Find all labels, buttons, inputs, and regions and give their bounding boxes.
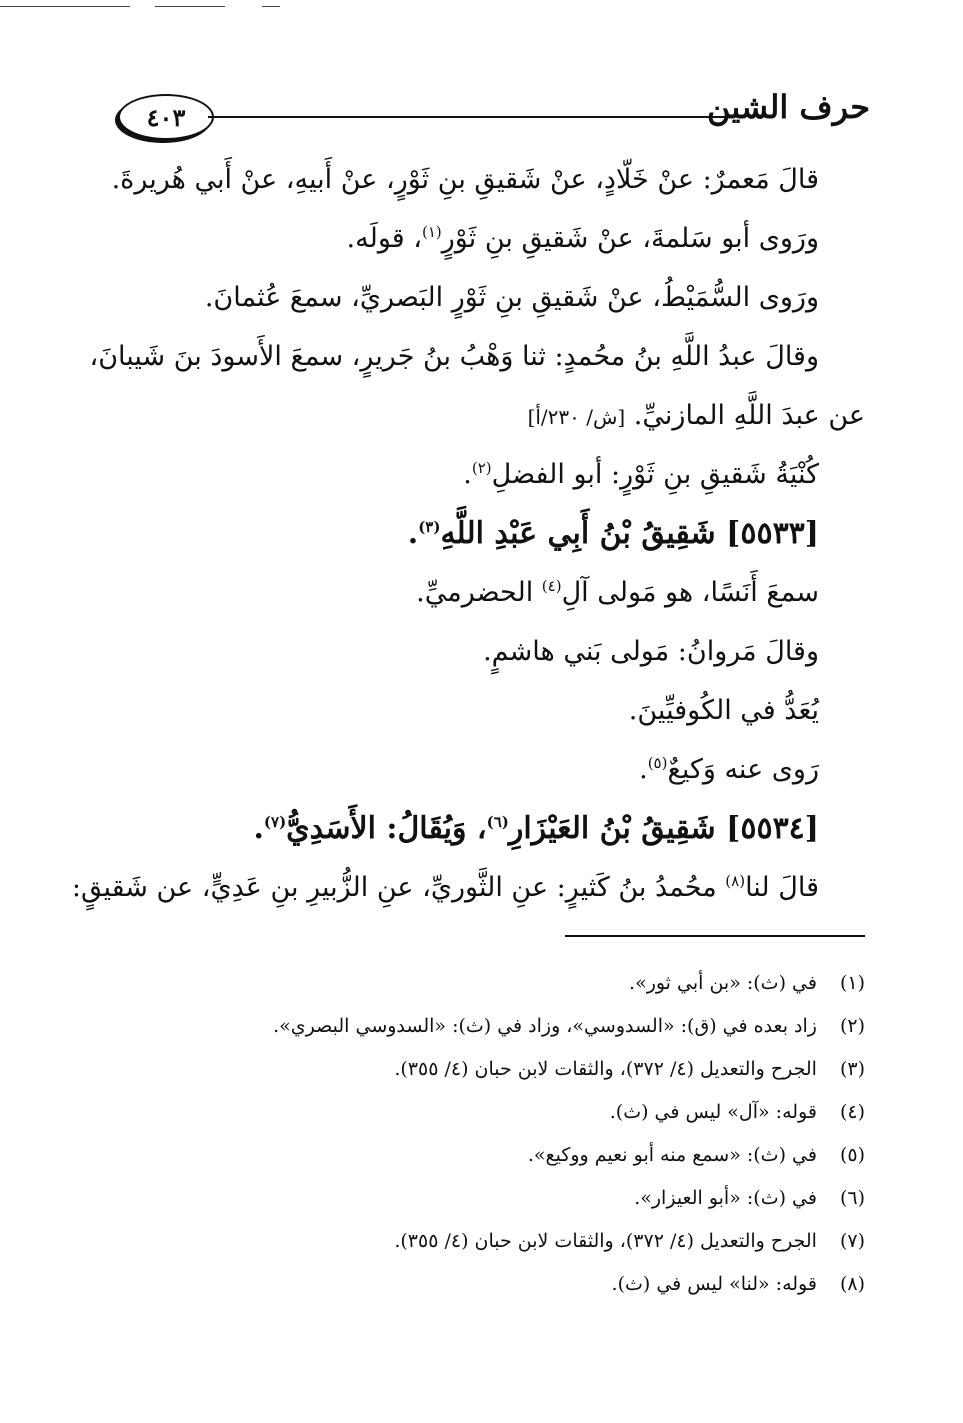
text-segment: ، قولَه. [346, 223, 422, 254]
header-rule [208, 116, 735, 118]
text-segment: سمعَ أَنَسًا، هو مَولى آلِ [561, 577, 819, 608]
text-segment: قالَ مَعمرٌ: عنْ خَلّادٍ، عنْ شَقيقِ بنِ ثَوْرٍ، عنْ أَبيهِ، عنْ أَبي هُريرةَ. [111, 164, 819, 195]
text-segment: ورَوى أبو سَلمةَ، عنْ شَقيقِ بنِ ثَوْرٍ [441, 223, 819, 254]
footnote-number: (٨) [839, 1273, 865, 1295]
footnote-marker[interactable]: (٢) [471, 459, 492, 477]
text-segment: . [407, 516, 419, 551]
footnote-text: في (ث): «أبو العيزار». [634, 1187, 817, 1209]
text-segment: . [463, 459, 472, 490]
footnote [100, 962, 865, 1005]
page-number: ٤٠٣ [146, 102, 186, 132]
footnote-number: (٧) [839, 1230, 865, 1252]
footnote-divider [565, 935, 865, 937]
text-segment: وقالَ عبدُ اللَّهِ بنُ محُمدٍ: ثنا وَهْبُ بنُ جَريرٍ، سمعَ الأَسودَ بنَ شَيبانَ، [89, 341, 819, 372]
footnote-number: (١) [839, 972, 865, 994]
text-segment: كُنْيَةُ شَقيقِ بنِ ثَوْرٍ: أبو الفضلِ [491, 459, 819, 490]
footnote-text: في (ث): «سمع منه أبو نعيم ووكيع». [527, 1144, 817, 1166]
footnote-marker[interactable]: (٦) [486, 813, 509, 831]
footnotes [100, 962, 865, 1306]
footnote-text: قوله: «لنا» ليس في (ث). [611, 1273, 817, 1295]
text-segment: . [253, 811, 264, 846]
footnote [100, 1177, 865, 1220]
footnote-marker[interactable]: (٥) [647, 754, 668, 772]
text-segment: [٥٥٣٤] شَقِيقُ بْنُ العَيْزَارِ [508, 811, 819, 846]
scan-edge-marks [0, 0, 963, 12]
footnote-number: (٢) [839, 1015, 865, 1037]
footnote-text: في (ث): «بن أبي ثور». [629, 972, 817, 994]
text-line [100, 740, 865, 799]
text-segment: قالَ لنا [745, 872, 819, 903]
footnote [100, 1005, 865, 1048]
footnote-marker[interactable]: (١) [421, 223, 442, 241]
footnote-text: قوله: «آل» ليس في (ث). [609, 1101, 817, 1123]
text-segment: وقالَ مَروانُ: مَولى بَني هاشمٍ. [483, 636, 819, 667]
footnote-number: (٤) [839, 1101, 865, 1123]
page-header [110, 88, 870, 146]
footnote-number: (٣) [839, 1058, 865, 1080]
text-segment: [٥٥٣٣] شَقِيقُ بْنُ أَبِي عَبْدِ اللَّهِ [440, 516, 819, 551]
text-line [100, 209, 865, 268]
text-segment: ورَوى السُّمَيْطُ، عنْ شَقيقِ بنِ ثَوْرٍ البَصريِّ، سمعَ عُثمانَ. [204, 282, 819, 313]
text-segment: عن عبدَ اللَّهِ المازنيِّ. [625, 400, 865, 431]
footnote-number: (٥) [839, 1144, 865, 1166]
footnote-number: (٦) [839, 1187, 865, 1209]
footnote-marker[interactable]: (٨) [725, 872, 746, 890]
text-segment: ، وَيُقَالُ: الأَسَدِيُّ [286, 811, 487, 846]
entry-heading [100, 504, 865, 563]
text-line [71, 858, 865, 917]
footnote-marker[interactable]: (٧) [263, 813, 287, 831]
footnote [100, 1263, 865, 1306]
text-line [89, 327, 865, 386]
text-segment: محُمدُ بنُ كَثيرٍ: عنِ الثَّوريِّ، عنِ الزُّبيرِ بنِ عَدِيٍّ، عن شَقيقٍ: [71, 872, 726, 903]
text-segment: . [639, 754, 648, 785]
text-line [100, 386, 865, 445]
main-text [71, 150, 865, 917]
footnote-marker[interactable]: (٤) [541, 577, 562, 595]
text-segment: الحضرميِّ. [416, 577, 542, 608]
footnote-marker[interactable]: (٣) [418, 518, 441, 536]
footnote [100, 1091, 865, 1134]
text-line [100, 268, 865, 327]
footnote-text: زاد بعده في (ق): «السدوسي»، وزاد في (ث): «السدوسي البصري». [273, 1015, 817, 1037]
footnote [100, 1134, 865, 1177]
text-line [100, 681, 865, 740]
text-line [100, 563, 865, 622]
footnote-text: الجرح والتعديل (٤/ ٣٧٢)، والثقات لابن حبان (٤/ ٣٥٥). [394, 1058, 817, 1080]
manuscript-ref: [ش/ ٢٣٠/أ] [527, 405, 626, 429]
footnote-text: الجرح والتعديل (٤/ ٣٧٢)، والثقات لابن حبان (٤/ ٣٥٥). [394, 1230, 817, 1252]
text-line [100, 622, 865, 681]
entry-heading [100, 799, 865, 858]
section-title: حرف الشين [707, 88, 870, 126]
text-line [100, 445, 865, 504]
page-number-badge [118, 94, 214, 140]
footnote [100, 1220, 865, 1263]
text-segment: يُعَدُّ في الكُوفيِّينَ. [628, 695, 819, 726]
text-segment: رَوى عنه وَكيعٌ [667, 754, 819, 785]
text-line [100, 150, 865, 209]
footnote [100, 1048, 865, 1091]
